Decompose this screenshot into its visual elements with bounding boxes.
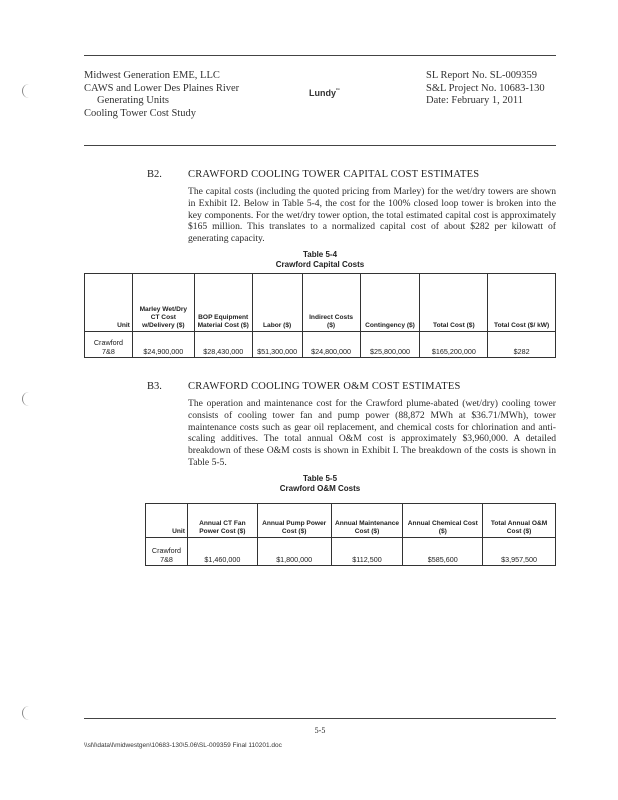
section-b3-body: The operation and maintenance cost for the Crawford plume-abated (wet/dry) cooling tower consists of cooling tower fan and pump power (88,872 MWh at $36.71/MWh), tower maintenance costs such as gear oil replacement, and chemical costs for chlorination and anti-scaling additives. The total annual O&M cost is approximately $3,960,000. A detailed breakdown of these O&M costs is shown in Exhibit I. The breakdown of the costs is shown in Table 5-5. xyxy=(188,398,556,468)
header-bottom-rule xyxy=(84,145,556,146)
table-header-cell: Annual Pump Power Cost ($) xyxy=(257,504,331,538)
table-5-4-title: Crawford Capital Costs xyxy=(275,260,365,269)
header-units: Generating Units xyxy=(97,95,170,106)
margin-mark xyxy=(22,706,29,720)
table-cell: $24,900,000 xyxy=(132,332,194,358)
page-number: 5-5 xyxy=(314,726,326,735)
file-path: \\sl\l\data\l\midwestgen\10683-130\5.06\SL-009359 Final 110201.doc xyxy=(84,742,282,749)
margin-mark xyxy=(22,84,29,98)
table-5-5 xyxy=(145,503,556,566)
table-cell-unit: Crawford 7&8 xyxy=(146,538,188,566)
footer-rule xyxy=(84,718,556,719)
header-study: Cooling Tower Cost Study xyxy=(84,107,196,119)
table-header-cell: Marley Wet/Dry CT Cost w/Delivery ($) xyxy=(132,274,194,332)
table-5-5-header-row xyxy=(146,504,556,538)
table-header-cell: Unit xyxy=(146,504,188,538)
table-header-cell: Indirect Costs ($) xyxy=(302,274,360,332)
table-cell: $25,800,000 xyxy=(360,332,420,358)
table-header-cell: Unit xyxy=(85,274,133,332)
report-date: Date: February 1, 2011 xyxy=(426,95,524,106)
report-number: SL Report No. SL-009359 xyxy=(426,70,538,81)
table-row xyxy=(85,332,556,358)
table-cell: $51,300,000 xyxy=(252,332,302,358)
table-header-cell: Total Cost ($) xyxy=(420,274,488,332)
table-header-cell: BOP Equipment Material Cost ($) xyxy=(194,274,252,332)
table-cell: $165,200,000 xyxy=(420,332,488,358)
table-5-5-caption xyxy=(84,474,556,494)
header-top-rule xyxy=(84,55,556,56)
table-cell-unit: Crawford 7&8 xyxy=(85,332,133,358)
table-cell: $282 xyxy=(488,332,556,358)
table-cell: $3,957,500 xyxy=(483,538,556,566)
project-number: S&L Project No. 10683-130 xyxy=(426,82,545,94)
table-5-5-number: Table 5-5 xyxy=(302,474,338,483)
logo-mark: ‘‘‘ xyxy=(336,88,340,94)
table-header-cell: Annual CT Fan Power Cost ($) xyxy=(187,504,257,538)
table-cell: $24,800,000 xyxy=(302,332,360,358)
table-cell: $585,600 xyxy=(403,538,483,566)
company-logo xyxy=(309,88,340,98)
table-cell: $1,460,000 xyxy=(187,538,257,566)
table-5-4-number: Table 5-4 xyxy=(302,250,338,259)
header-company: Midwest Generation EME, LLC xyxy=(84,70,220,81)
table-header-cell: Annual Chemical Cost ($) xyxy=(403,504,483,538)
header-left xyxy=(84,70,239,120)
table-header-cell: Total Annual O&M Cost ($) xyxy=(483,504,556,538)
table-5-4 xyxy=(84,273,556,358)
table-cell: $112,500 xyxy=(331,538,403,566)
section-b2-title: CRAWFORD COOLING TOWER CAPITAL COST ESTIMATES xyxy=(188,169,480,180)
table-cell: $1,800,000 xyxy=(257,538,331,566)
table-5-4-header-row xyxy=(85,274,556,332)
table-row xyxy=(146,538,556,566)
header-right xyxy=(426,70,545,108)
margin-mark xyxy=(22,392,29,406)
header-project: CAWS and Lower Des Plaines River xyxy=(84,82,240,94)
section-b3-number: B3. xyxy=(147,381,162,392)
section-b3-title: CRAWFORD COOLING TOWER O&M COST ESTIMATES xyxy=(188,381,461,392)
table-header-cell: Annual Maintenance Cost ($) xyxy=(331,504,403,538)
logo-text: Lundy xyxy=(309,88,336,98)
table-header-cell: Labor ($) xyxy=(252,274,302,332)
section-b2-body: The capital costs (including the quoted pricing from Marley) for the wet/dry towers are shown in Exhibit I2. Below in Table 5-4, the cost for the 100% closed loop tower is broken into the key components. For the wet/dry tower option, the total estimated capital cost is approximately $165 million. This translates to a normalized capital cost of about $282 per kilowatt of generating capacity. xyxy=(188,186,556,245)
table-header-cell: Total Cost ($/ kW) xyxy=(488,274,556,332)
table-cell: $28,430,000 xyxy=(194,332,252,358)
table-5-4-caption xyxy=(84,250,556,270)
table-5-5-title: Crawford O&M Costs xyxy=(279,484,361,493)
table-header-cell: Contingency ($) xyxy=(360,274,420,332)
section-b2-number: B2. xyxy=(147,169,162,180)
